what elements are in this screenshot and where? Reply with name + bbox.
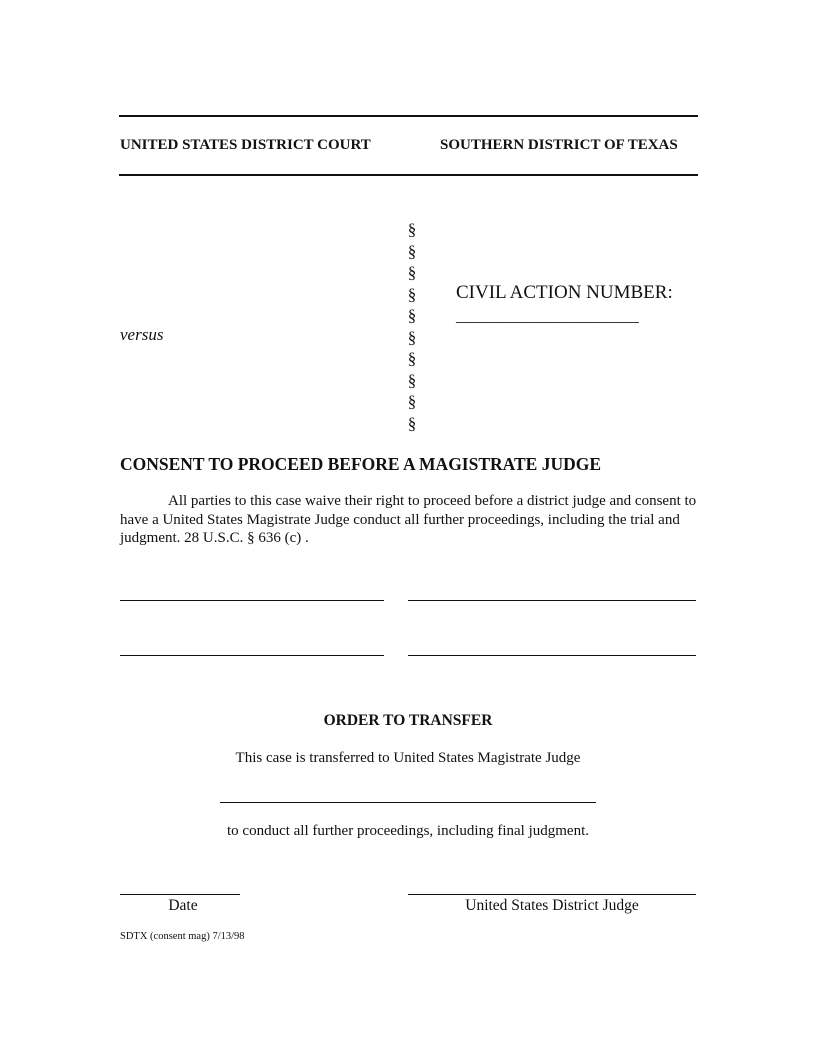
civil-action-label: CIVIL ACTION NUMBER: bbox=[456, 282, 673, 303]
section-mark: § bbox=[407, 413, 417, 433]
section-mark: § bbox=[407, 327, 417, 347]
party-signature-line[interactable] bbox=[408, 655, 696, 656]
consent-body: All parties to this case waive their right to proceed before a district judge and consent to have a United States Magistrate Judge conduct all further proceedings, including the trial and judgment. 28 U.S.C. § 636 (c) . bbox=[120, 493, 697, 546]
section-mark: § bbox=[407, 349, 417, 368]
consent-title: CONSENT TO PROCEED BEFORE A MAGISTRATE JUDGE bbox=[120, 454, 602, 474]
district-judge-label: United States District Judge bbox=[465, 897, 639, 914]
header-top-rule bbox=[119, 115, 698, 117]
form-identifier: SDTX (consent mag) 7/13/98 bbox=[120, 931, 245, 942]
header-bottom-rule bbox=[119, 174, 698, 176]
section-mark: § bbox=[407, 370, 417, 390]
party-signature-line[interactable] bbox=[408, 600, 696, 601]
district-judge-signature-line[interactable] bbox=[408, 894, 696, 895]
party-signature-line[interactable] bbox=[120, 655, 384, 656]
section-mark-column bbox=[405, 219, 419, 434]
magistrate-judge-name-line[interactable] bbox=[220, 802, 596, 803]
section-mark: § bbox=[407, 284, 417, 304]
section-mark: § bbox=[407, 241, 417, 261]
section-mark: § bbox=[407, 220, 417, 239]
date-label: Date bbox=[168, 897, 198, 914]
section-mark: § bbox=[407, 263, 417, 282]
section-mark: § bbox=[407, 392, 417, 411]
civil-action-number-field[interactable]: ______________________ bbox=[456, 306, 639, 325]
order-title: ORDER TO TRANSFER bbox=[323, 712, 493, 729]
date-line[interactable] bbox=[120, 894, 240, 895]
party-signature-line[interactable] bbox=[120, 600, 384, 601]
section-mark: § bbox=[407, 306, 417, 325]
order-proceedings-text: to conduct all further proceedings, including final judgment. bbox=[227, 823, 589, 839]
order-transfer-text: This case is transferred to United States Magistrate Judge bbox=[235, 750, 581, 766]
versus-label: versus bbox=[120, 325, 164, 344]
district-name: SOUTHERN DISTRICT OF TEXAS bbox=[440, 137, 678, 153]
court-name: UNITED STATES DISTRICT COURT bbox=[120, 137, 371, 153]
